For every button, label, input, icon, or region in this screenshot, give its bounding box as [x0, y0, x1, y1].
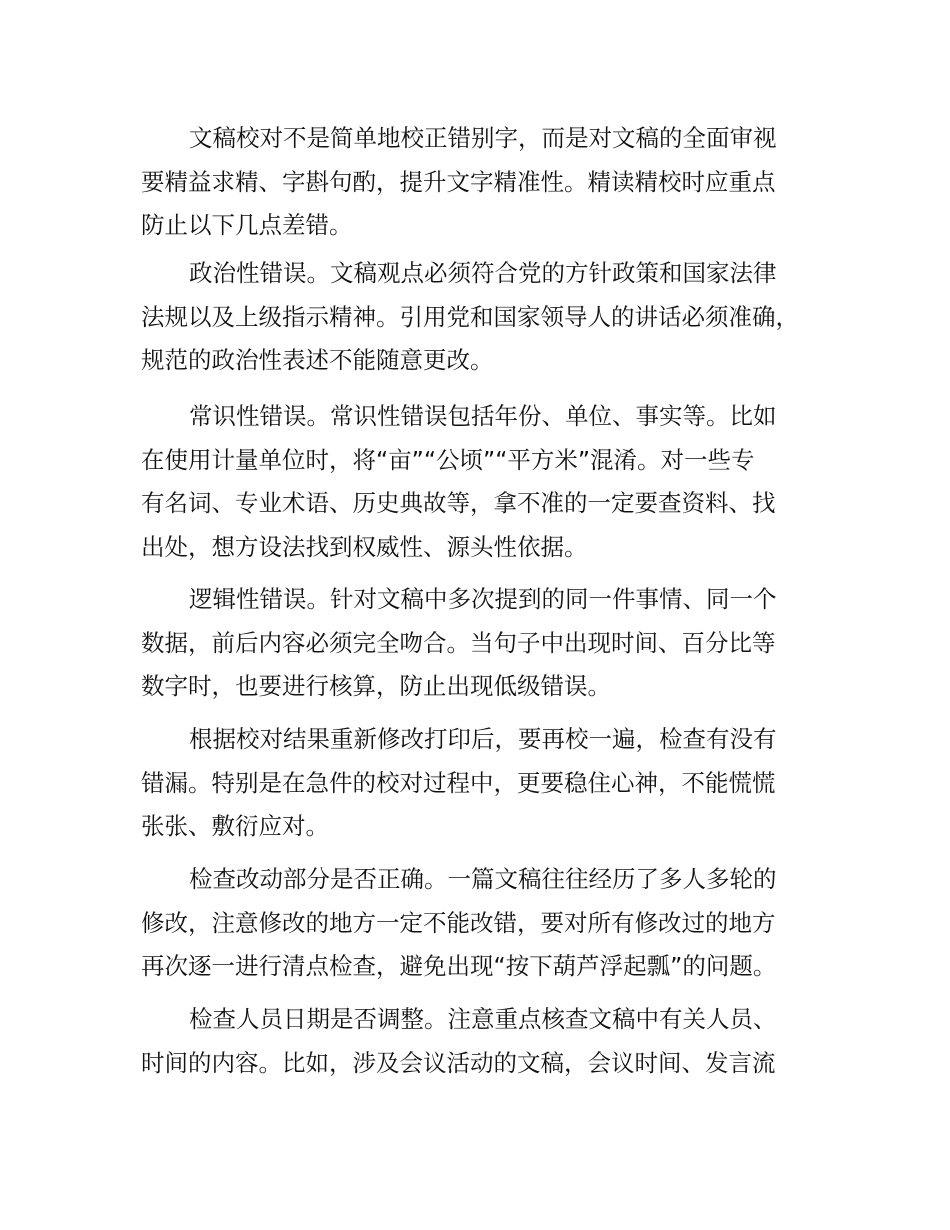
paragraph-line: 有名词、专业术语、历史典故等，拿不准的一定要查资料、找: [141, 489, 776, 517]
paragraph-line: 在使用计量单位时，将“亩”“公顷”“平方米”混淆。对一些专: [141, 445, 755, 474]
paragraph-line: 数据，前后内容必须完全吻合。当句子中出现时间、百分比等: [141, 628, 776, 657]
paragraph-line: 错漏。特别是在急件的校对过程中，更要稳住心神，不能慌慌: [141, 768, 776, 797]
paragraph-line: 时间的内容。比如，涉及会议活动的文稿，会议时间、发言流: [141, 1048, 776, 1077]
paragraph-recheck: [141, 718, 841, 849]
paragraph-check-people-dates: [141, 998, 841, 1085]
paragraph-common-sense-errors: [141, 395, 841, 569]
paragraph-line: 常识性错误。常识性错误包括年份、单位、事实等。比如: [189, 402, 777, 430]
paragraph-line: 张张、敷衍应对。: [141, 812, 329, 840]
paragraph-line: 文稿校对不是简单地校正错别字，而是对文稿的全面审视: [189, 124, 777, 152]
paragraph-line: 规范的政治性表述不能随意更改。: [141, 346, 494, 374]
paragraph-line: 出处，想方设法找到权威性、源头性依据。: [141, 532, 588, 561]
paragraph-line: 法规以及上级指示精神。引用党和国家领导人的讲话必须准确，: [141, 302, 799, 331]
paragraph-line: 检查人员日期是否调整。注意重点核查文稿中有关人员、: [189, 1005, 777, 1033]
paragraph-proofreading-intro: [141, 117, 841, 248]
paragraph-political-errors: [141, 252, 841, 383]
paragraph-line: 政治性错误。文稿观点必须符合党的方针政策和国家法律: [189, 259, 777, 287]
paragraph-line: 根据校对结果重新修改打印后，要再校一遍，检查有没有: [189, 725, 777, 753]
paragraph-line: 检查改动部分是否正确。一篇文稿往往经历了多人多轮的: [189, 865, 777, 893]
paragraph-line: 逻辑性错误。针对文稿中多次提到的同一件事情、同一个: [189, 585, 777, 613]
paragraph-line: 防止以下几点差错。: [141, 211, 353, 239]
paragraph-check-edits: [141, 858, 841, 989]
paragraph-line: 数字时，也要进行核算，防止出现低级错误。: [141, 672, 611, 700]
paragraph-line: 再次逐一进行清点检查，避免出现“按下葫芦浮起瓢”的问题。: [141, 952, 777, 980]
paragraph-line: 要精益求精、字斟句酌，提升文字精准性。精读精校时应重点: [141, 167, 776, 196]
paragraph-logic-errors: [141, 578, 841, 709]
paragraph-line: 修改，注意修改的地方一定不能改错，要对所有修改过的地方: [141, 908, 776, 937]
